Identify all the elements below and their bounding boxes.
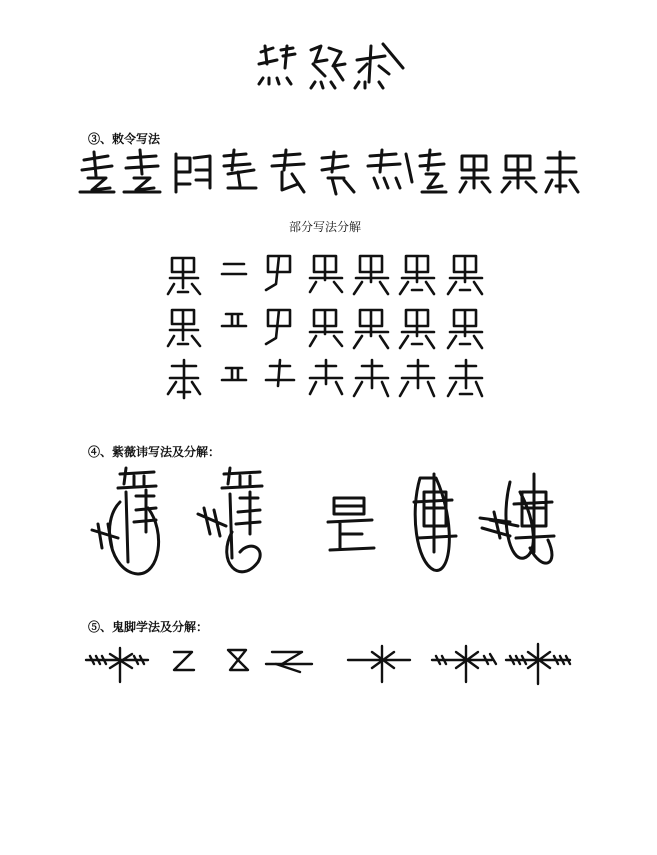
decomp-glyph	[266, 360, 294, 386]
guijiao-glyph	[174, 652, 194, 670]
decomp-glyph	[400, 256, 434, 294]
chiling-glyph	[124, 150, 160, 192]
guijiao-glyph	[506, 644, 570, 684]
chiling-glyph	[420, 150, 446, 192]
section-4-label: ④、紫薇讳写法及分解：	[88, 445, 221, 459]
chiling-glyph	[80, 152, 114, 192]
chiling-glyph	[368, 150, 412, 188]
decomposition-label: 部分写法分解	[289, 220, 362, 234]
title-glyph-1	[259, 46, 295, 84]
decomp-glyph	[354, 256, 388, 294]
decomp-glyph	[400, 360, 434, 396]
section-5-label: ⑤、鬼脚学法及分解：	[88, 620, 209, 634]
decomp-glyph	[448, 360, 482, 396]
decomp-glyph	[266, 310, 290, 344]
title-glyph-3	[355, 44, 403, 88]
decomp-glyph	[222, 368, 246, 380]
decomp-glyph	[354, 310, 388, 348]
guijiao-glyph	[266, 652, 312, 672]
title-seal-glyphs	[255, 42, 405, 90]
chiling-glyph-row	[78, 148, 578, 198]
chiling-glyph	[460, 156, 490, 192]
ziwei-glyph	[328, 498, 374, 550]
guijiao-glyph	[432, 646, 496, 682]
decomp-glyph	[448, 310, 482, 348]
chiling-glyph	[176, 154, 210, 192]
chiling-glyph	[546, 152, 578, 192]
decomp-glyph	[354, 360, 388, 396]
chiling-glyph	[322, 152, 354, 194]
decomp-glyph	[168, 310, 200, 346]
decomp-glyph	[222, 264, 246, 274]
decomposition-grid	[166, 248, 496, 408]
chiling-glyph	[224, 150, 256, 188]
guijiao-glyph	[228, 650, 248, 670]
ziwei-glyph-row	[90, 462, 570, 587]
guijiao-glyph-row	[86, 640, 576, 690]
chiling-glyph	[272, 150, 304, 192]
decomp-glyph	[310, 310, 342, 346]
guijiao-glyph	[348, 646, 410, 682]
guijiao-glyph	[86, 648, 148, 682]
title-glyph-2	[311, 46, 345, 88]
ziwei-glyph	[92, 468, 159, 574]
decomp-glyph	[168, 258, 200, 294]
decomp-glyph	[168, 360, 200, 398]
decomp-glyph	[310, 360, 342, 394]
decomp-glyph	[222, 314, 246, 326]
ziwei-glyph	[198, 468, 262, 572]
decomp-glyph	[448, 256, 482, 294]
decomp-glyph	[400, 310, 434, 348]
decomp-glyph	[310, 256, 342, 292]
chiling-glyph	[502, 156, 536, 192]
section-3-label: ③、敕令写法	[88, 132, 161, 146]
decomp-glyph	[266, 256, 290, 290]
